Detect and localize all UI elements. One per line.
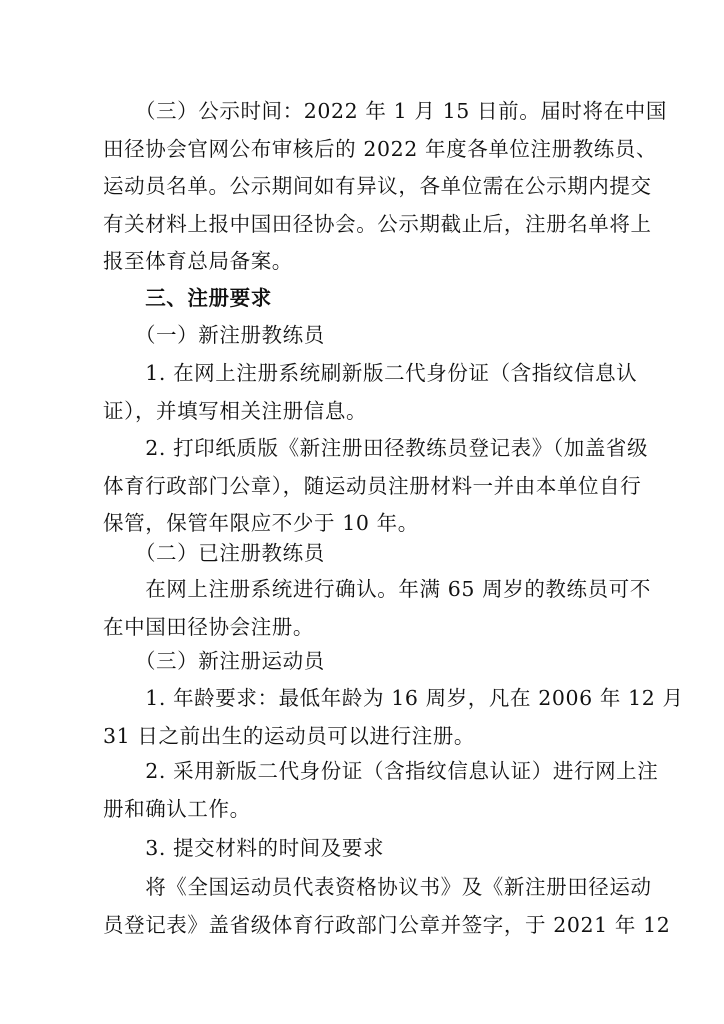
text-line: 将《全国运动员代表资格协议书》及《新注册田径运动: [103, 875, 652, 899]
paragraph-new-athletes-item-3: [103, 830, 623, 868]
text-line: 31 日之前出生的运动员可以进行注册。: [103, 723, 476, 748]
paragraph-new-athletes-item-2: [103, 753, 659, 828]
text-line: 1. 年龄要求：最低年龄为 16 周岁，凡在 2006 年 12 月: [103, 686, 684, 710]
subheading-text: （三）新注册运动员: [103, 649, 325, 673]
paragraph-new-coaches-item-2: [103, 430, 649, 543]
text-line: 1. 在网上注册系统刷新版二代身份证（含指纹信息认: [103, 361, 638, 385]
text-line: 运动员名单。公示期间如有异议，各单位需在公示期内提交: [103, 174, 652, 198]
text-line: （三）公示时间：2022 年 1 月 15 日前。届时将在中国: [103, 99, 667, 123]
text-line: 册和确认工作。: [103, 796, 251, 821]
paragraph-new-athletes-item-3-text: [103, 869, 671, 944]
text-line: 3. 提交材料的时间及要求: [103, 836, 385, 860]
paragraph-new-athletes-item-1: [103, 680, 684, 755]
subheading-text: （一）新注册教练员: [103, 323, 325, 347]
text-line: 在中国田径协会注册。: [103, 614, 314, 639]
text-line: 有关材料上报中国田径协会。公示期截止后，注册名单将上: [103, 211, 652, 236]
text-line: 田径协会官网公布审核后的 2022 年度各单位注册教练员、: [103, 136, 658, 161]
subheading-new-coaches: [103, 317, 623, 355]
paragraph-new-coaches-item-1: [103, 355, 638, 430]
text-line: 报至体育总局备案。: [103, 249, 293, 273]
text-line: 体育行政部门公章），随运动员注册材料一并由本单位自行: [103, 473, 642, 498]
paragraph-registered-coaches: [103, 571, 651, 646]
paragraph-announcement-time: [103, 93, 667, 281]
subheading-text: （二）已注册教练员: [103, 541, 325, 565]
heading-text: 三、注册要求: [103, 286, 272, 310]
text-line: 保管，保管年限应不少于 10 年。: [103, 511, 419, 535]
text-line: 员登记表》盖省级体育行政部门公章并签字，于 2021 年 12: [103, 912, 671, 937]
subheading-new-athletes: [103, 643, 623, 681]
text-line: 2. 采用新版二代身份证（含指纹信息认证）进行网上注: [103, 759, 659, 783]
subheading-registered-coaches: [103, 535, 623, 573]
text-line: 2. 打印纸质版《新注册田径教练员登记表》（加盖省级: [103, 436, 649, 460]
section-heading-registration-requirements: [103, 280, 623, 318]
text-line: 在网上注册系统进行确认。年满 65 周岁的教练员可不: [103, 577, 651, 601]
text-line: 证），并填写相关注册信息。: [103, 398, 368, 423]
